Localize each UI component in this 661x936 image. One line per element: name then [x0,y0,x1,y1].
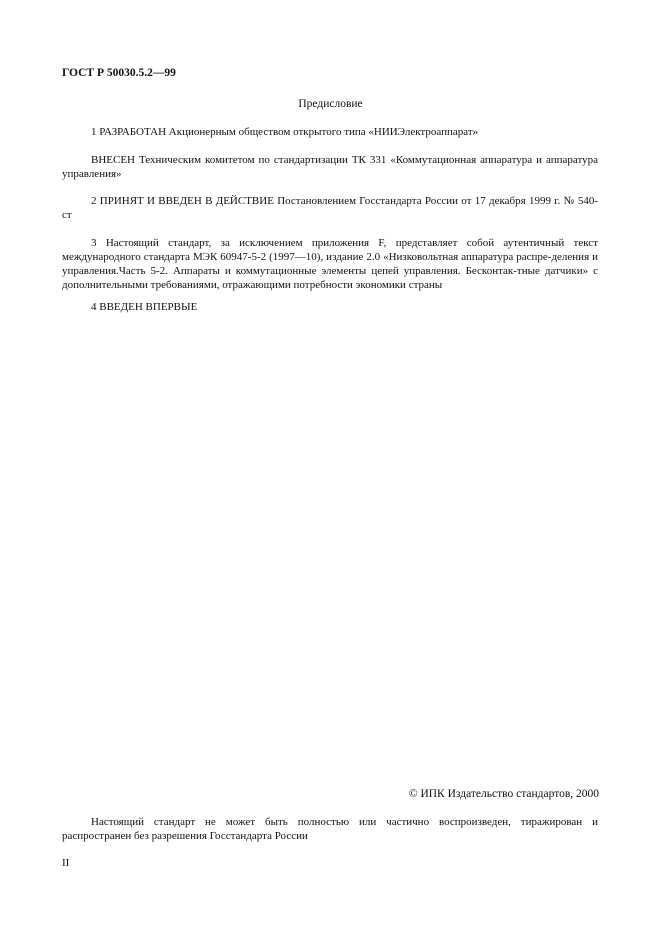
preface-title: Предисловие [298,98,363,110]
copyright-line: © ИПК Издательство стандартов, 2000 [408,788,599,800]
paragraph-introduced-by: ВНЕСЕН Техническим комитетом по стандартизации ТК 331 «Коммутационная аппаратура и аппаратура управления» [62,154,598,180]
paragraph-first-introduced: 4 ВВЕДЕН ВПЕРВЫЕ [91,301,198,313]
document-code: ГОСТ Р 50030.5.2—99 [62,67,176,79]
reproduction-notice: Настоящий стандарт не может быть полностью или частично воспроизведен, тиражирован и распространен без разрешения Госстандарта России [62,816,598,842]
paragraph-standard-scope: 3 Настоящий стандарт, за исключением приложения F, представляет собой аутентичный текст международного стандарта МЭК 60947-5-2 (1997—10), издание 2.0 «Низковольтная аппаратура распре-деления и управления.Часть 5-2. Аппараты и коммутационные элементы цепей управления. Бесконтак-тные датчики» с дополнительными требованиями, отражающими потребности экономики страны [62,237,598,291]
page-number: II [62,857,70,869]
paragraph-adopted: 2 ПРИНЯТ И ВВЕДЕН В ДЕЙСТВИЕ Постановлением Госстандарта России от 17 декабря 1999 г. № 540-ст [62,195,598,221]
paragraph-developed-by: 1 РАЗРАБОТАН Акционерным обществом открытого типа «НИИЭлектроаппарат» [91,126,479,138]
